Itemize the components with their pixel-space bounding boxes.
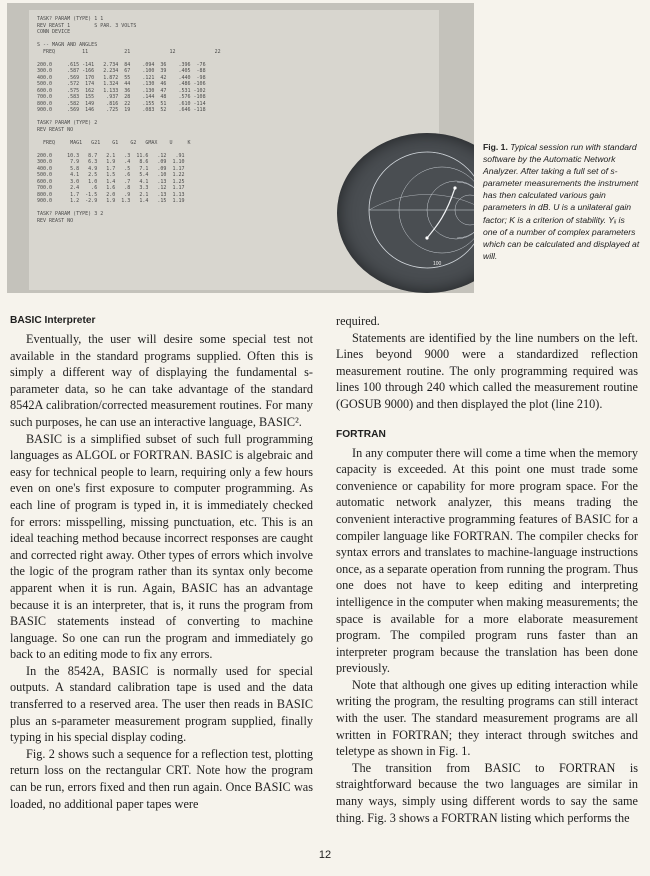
page-number: 12 [318,849,332,861]
printout-line: 800.0 1.7 -1.5 2.0 .9 2.1 .13 1.13 [37,191,185,198]
paragraph: Note that although one gives up editing interaction while writing the program, the resulting programs can still interact with the user. The standard measurement programs are all written in FORTRAN; they interact through switches and teletype as shown in Fig. 1. [336,677,638,759]
paragraph: Eventually, the user will desire some special test not available in the standard programs supplied. Often this is simply a different way of displaying the fundamental s-parameter data, so he can take advantage of the standard 8542A calibration/corrected measurement routines. For many such purposes, he can use an interactive language, BASIC². [10,332,313,429]
smith-chart-icon [365,148,474,272]
paragraph: BASIC is a simplified subset of such full programming languages as ALGOL or FORTRAN. BASIC is algebraic and easy for technical people to learn, requiring only a few hours even on one's first exposure to computer programming. As each line of program is typed in, it is immediately checked for errors: misspelling, missing punctuation, etc. This is an ideal teaching method because incorrect responses are caught and corrected right away. Other types of errors which involve the logic of the program rather than its syntax only become apparent when it is run. Again, BASIC has an advantage because it is an interpreter, that is, it runs the program from BASIC statements instead of converting to machine language. So one can run the program and immediately go back to an editing mode to fix any errors. [10,431,313,662]
printout-line: 200.0 10.3 8.7 2.1 .3 11.6 .12 .91 [37,152,185,159]
printout-line: TASK? PARAM (TYPE) 3 2 [37,211,104,217]
figure-caption [483,141,641,262]
printout-line: TASK? PARAM (TYPE) 2 [37,120,98,126]
printout-line: FREQ MAG1 G21 G1 G2 GMAX U K [37,139,191,146]
paragraph: Fig. 2 shows such a sequence for a reflection test, plotting return loss on the rectangular CRT. Note how the program can be run, errors fixed and then run again. Once BASIC was loaded, no additional paper tapes were [10,746,313,811]
printout-line: S -- MAGN AND ANGLES [37,42,98,48]
printout-line: CONN DEVICE [37,29,71,35]
printout-line: 900.0 1.2 -2.9 1.9 1.3 1.4 .15 1.19 [37,198,185,204]
printout-line: 500.0 4.1 2.5 1.5 .6 5.4 .10 1.22 [37,172,185,178]
printout-line: TASK? PARAM (TYPE) 1 1 [37,16,104,22]
caption-label: Fig. 1. [483,142,508,152]
printout-line: 800.0 .582 149 .816 22 .155 51 .610 -114 [37,100,206,107]
printout-line: 300.0 7.9 6.3 1.9 .4 8.6 .09 1.10 [37,159,185,165]
crt-frequency-readout: 100 [433,261,442,267]
left-column [10,313,313,812]
printout-line: 600.0 3.0 1.0 1.4 .7 4.1 .13 1.25 [37,178,185,185]
caption-text: Typical session run with standard software by the Automatic Network Analyzer. After taking a full set of s-parameter measurements the instrument has then calculated various gain parameters in dB. U is a unilateral gain factor; K is a criterion of stability. Yᵢᵢ is one of a number of complex parameters which can be calculated and displayed at will. [483,142,640,261]
printout-line: 300.0 .587 -166 2.234 67 .100 39 .405 -88 [37,68,206,74]
printout-line: REV REAST NO [37,126,74,133]
section-heading: FORTRAN [336,428,386,440]
printout-line: 700.0 .583 155 .937 28 .144 48 .576 -108 [37,94,206,100]
printout-line: 200.0 .615 -141 2.734 84 .094 36 .396 -76 [37,61,206,68]
printout-line: 500.0 .572 174 1.324 44 .130 46 .486 -106 [37,81,206,87]
paragraph: Statements are identified by the line numbers on the left. Lines beyond 9000 were a standardized reflection measurement routine. The only programming required was lines 100 through 240 which called the measurement routine (GOSUB 9000) and then displayed the plot (line 210). [336,330,638,411]
paragraph: The transition from BASIC to FORTRAN is straightforward because the two languages are similar in many ways, simply using different words to say the same thing. Fig. 3 shows a FORTRAN listing which performs the [336,760,638,825]
figure-photo [7,3,474,293]
printout-line: REV REAST 1 S PAR. 3 VOLTS [37,22,137,29]
printout-line: 400.0 5.8 4.9 1.7 .5 7.1 .09 1.17 [37,165,185,172]
crt-label [425,211,474,226]
paragraph: In the 8542A, BASIC is normally used for special outputs. A standard calibration tape is used and the data transferred to a reserved area. The user then reads in BASIC plus an s-parameter measurement program supplied, finally typing in his special display coding. [10,663,313,745]
paragraph-continuation: required. [336,314,380,328]
printout-line: FREQ 11 21 12 22 [37,48,221,55]
crt-label-line [425,221,474,226]
printout-line: 700.0 2.4 .6 1.6 .8 3.3 .12 1.17 [37,185,185,191]
printout-line: 400.0 .569 170 1.872 55 .121 42 .440 -98 [37,74,206,81]
printout-line: 600.0 .575 162 1.133 36 .130 47 .531 -102 [37,87,206,94]
printout-line: 900.0 .569 146 .725 19 .083 52 .646 -118 [37,107,206,113]
paragraph: In any computer there will come a time when the memory capacity is exceeded. At this point one must trade some convenience or capability for more program space. For the automatic network analyzer, this means trading the convenient interactive programming features of BASIC for a compiler language like FORTRAN. The compiler checks for syntax errors and translates to machine-language instructions once, as a separate operation from running the program. Thus one does not have to keep editing and interpreting intelligence in the computer when making measurements; the space is available for a more elaborate measurement program. The compiled program runs faster than an interpreter program because the translation has been done previously. [336,445,638,676]
section-heading: BASIC Interpreter [10,315,96,326]
printout-line: REV REAST NO [37,217,74,224]
right-column [336,313,638,826]
